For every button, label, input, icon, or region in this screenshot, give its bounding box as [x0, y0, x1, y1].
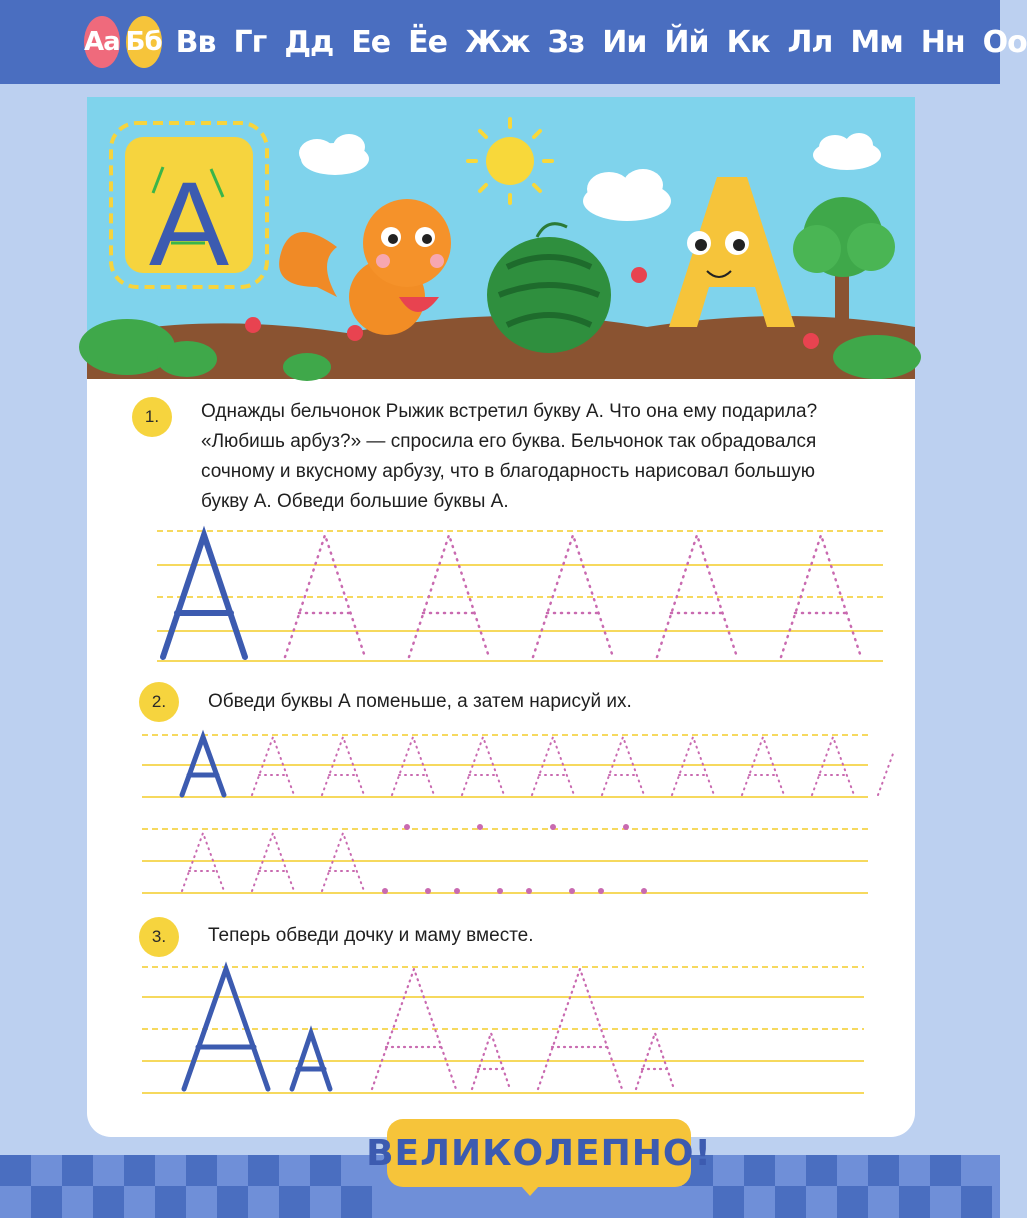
alphabet-letter-a[interactable]: Аа [84, 16, 120, 68]
praise-badge-text: ВЕЛИКОЛЕПНО! [366, 1132, 712, 1174]
task-number-1: 1. [132, 397, 172, 437]
alphabet-letter-o[interactable]: Оо [982, 24, 1027, 60]
alphabet-letter-l[interactable]: Лл [787, 24, 833, 60]
alphabet-letter-e[interactable]: Ее [351, 24, 391, 60]
alphabet-letter-z[interactable]: Зз [547, 24, 585, 60]
alphabet-letter-m[interactable]: Мм [850, 24, 903, 60]
task-1-line: «Любишь арбуз?» — спросила его буква. Бельчонок так обрадовался [201, 431, 817, 452]
task-2-text: Обведи буквы А поменьше, а затем нарисуй их. [208, 691, 632, 712]
task-number-3: 3. [139, 917, 179, 957]
alphabet-letter-g[interactable]: Гг [233, 24, 267, 60]
task-3-text: Теперь обведи дочку и маму вместе. [208, 925, 534, 946]
praise-badge-tip [521, 1186, 539, 1196]
alphabet-letter-y[interactable]: Йй [664, 24, 709, 60]
worksheet-card [87, 97, 915, 1137]
alphabet-letter-zh[interactable]: Жж [464, 24, 530, 60]
tracing-area-3[interactable] [142, 961, 872, 1111]
task-1-line: букву А. Обведи большие буквы А. [201, 491, 509, 512]
tracing-area-2[interactable] [142, 727, 912, 907]
task-1-line: сочному и вкусному арбузу, что в благодарность нарисовал большую [201, 461, 815, 482]
alphabet-strip [0, 0, 1027, 84]
hero-letter: А [148, 157, 230, 291]
task-1-text [201, 397, 891, 517]
alphabet-letter-yo[interactable]: Ёе [408, 24, 447, 60]
tracing-area-1[interactable] [157, 525, 887, 675]
alphabet-letter-k[interactable]: Кк [726, 24, 770, 60]
alphabet-letter-i[interactable]: Ии [602, 24, 647, 60]
alphabet-letter-n[interactable]: Нн [920, 24, 965, 60]
alphabet-letter-b[interactable]: Бб [126, 16, 162, 68]
alphabet-letter-d[interactable]: Дд [284, 24, 334, 60]
task-1-line: Однажды бельчонок Рыжик встретил букву А. Что она ему подарила? [201, 401, 818, 422]
task-number-2: 2. [139, 682, 179, 722]
alphabet-letter-v[interactable]: Вв [175, 24, 216, 60]
hero-illustration [87, 97, 915, 379]
praise-badge [366, 1119, 712, 1187]
